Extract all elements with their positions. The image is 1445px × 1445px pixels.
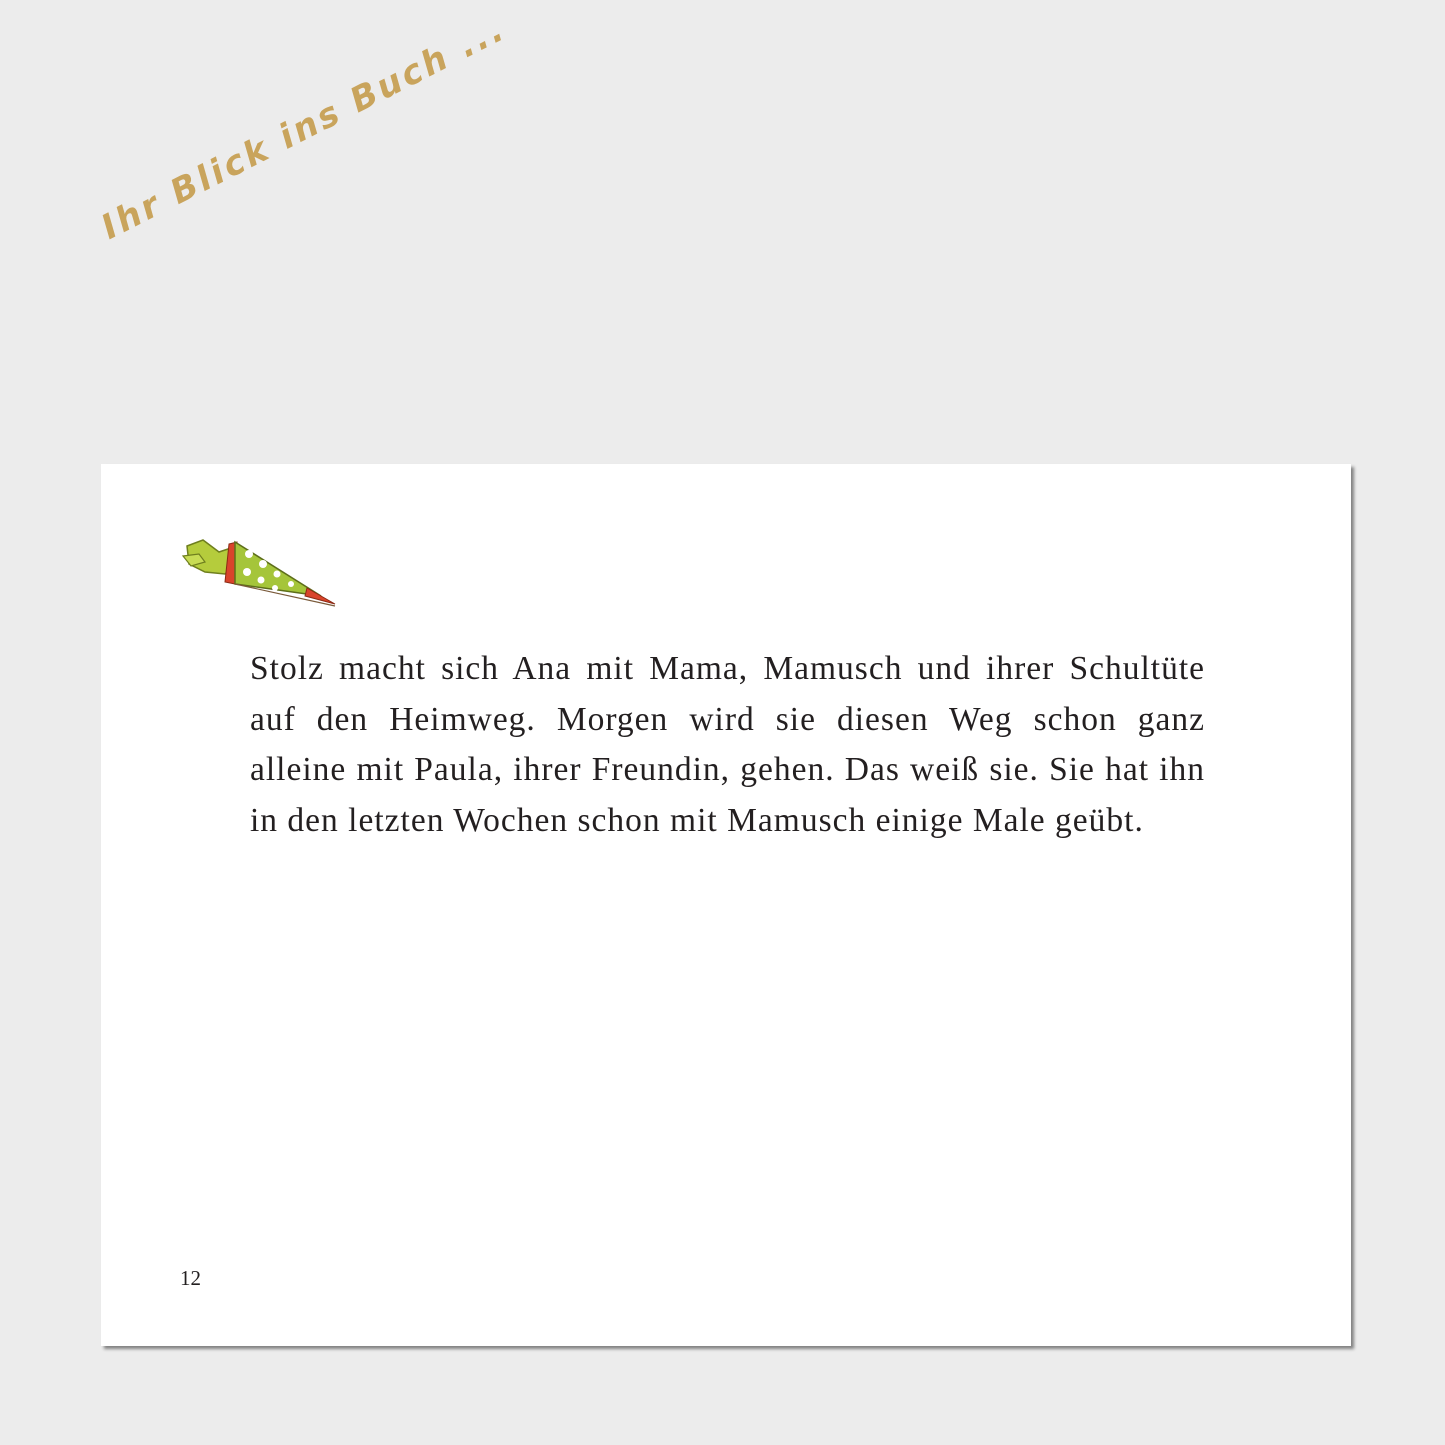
page-number: 12	[180, 1266, 201, 1290]
schultuete-icon	[175, 534, 345, 614]
body-text: Stolz macht sich Ana mit Mama, Mamusch und ihrer Schultüte auf den Heimweg. Morgen wird sie diesen Weg schon ganz alleine mit Paula, ihrer Freundin, gehen. Das weiß sie. Sie hat ihn in den letzten Wochen schon mit Mamusch einige Male geübt.	[250, 650, 1205, 839]
book-page	[101, 464, 1351, 1346]
preview-label: Ihr Blick ins Buch ...	[94, 8, 513, 248]
